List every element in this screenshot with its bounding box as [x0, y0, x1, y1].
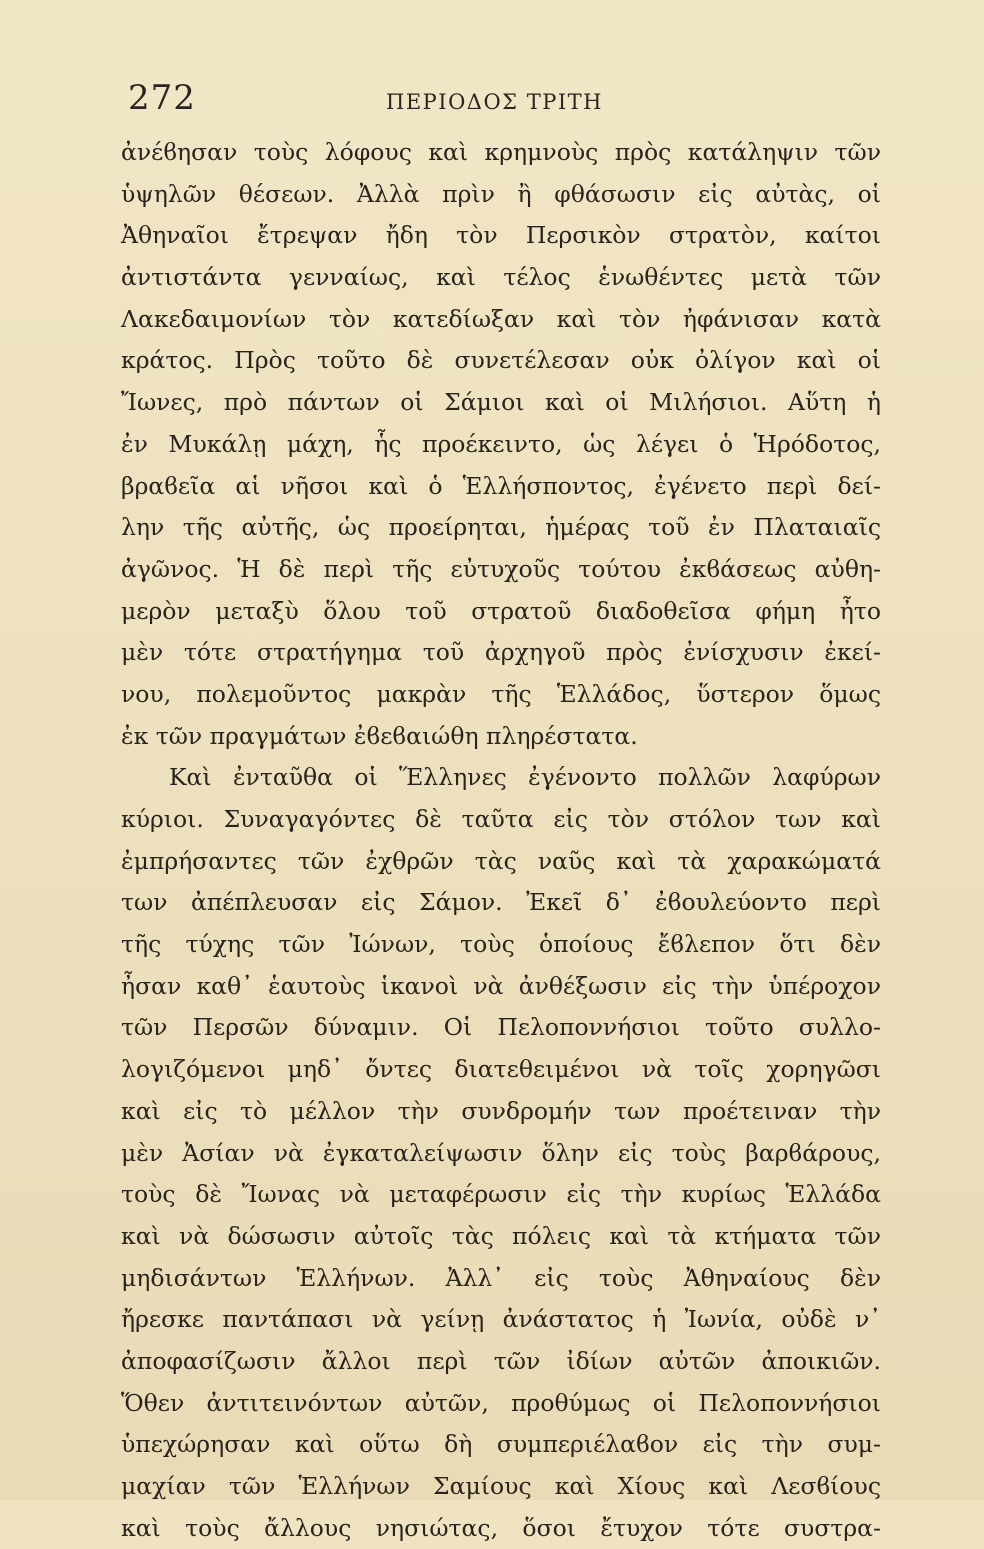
paragraph-first-line: Καὶ ἐνταῦθα οἱ Ἕλληνες ἐγένοντο πολλῶν λαφύρων	[169, 763, 881, 792]
text-line: ἦσαν καθ᾽ ἑαυτοὺς ἱκανοὶ νὰ ἀνθέξωσιν εἰς τὴν ὑπέροχον	[121, 971, 881, 1000]
text-line: μὲν τότε στρατήγημα τοῦ ἀρχηγοῦ πρὸς ἐνίσχυσιν ἐκεί-	[121, 638, 881, 667]
text-line: μερὸν μεταξὺ ὅλου τοῦ στρατοῦ διαδοθεῖσα φήμη ἦτο	[121, 596, 881, 625]
page-header	[128, 78, 880, 122]
text-line: βραϐεῖα αἱ νῆσοι καὶ ὁ Ἑλλήσποντος, ἐγένετο περὶ δεί-	[121, 471, 881, 500]
text-line: κύριοι. Συναγαγόντες δὲ ταῦτα εἰς τὸν στόλον των καὶ	[121, 805, 881, 833]
text-line: κράτος. Πρὸς τοῦτο δὲ συνετέλεσαν οὐκ ὀλίγον καὶ οἱ	[121, 346, 881, 375]
text-line: Ἴωνες, πρὸ πάντων οἱ Σάμιοι καὶ οἱ Μιλήσιοι. Αὕτη ἡ	[121, 388, 881, 417]
text-line: ἐκ τῶν πραγμάτων ἐϐεϐαιώθη πληρέστατα.	[121, 721, 638, 750]
text-line: ἀποφασίζωσιν ἄλλοι περὶ τῶν ἰδίων αὐτῶν ἀποικιῶν.	[121, 1346, 881, 1375]
text-line: Ὅθεν ἀντιτεινόντων αὐτῶν, προθύμως οἱ Πελοποννήσιοι	[121, 1388, 881, 1417]
text-line: λογιζόμενοι μηδ᾽ ὄντες διατεθειμένοι νὰ τοῖς χορηγῶσι	[121, 1055, 881, 1084]
text-line: ἀντιστάντα γενναίως, καὶ τέλος ἑνωθέντες μετὰ τῶν	[121, 263, 881, 292]
text-line: τῆς τύχης τῶν Ἰώνων, τοὺς ὁποίους ἔϐλεπον ὅτι δὲν	[121, 930, 881, 959]
text-line: ἀνέϐησαν τοὺς λόφους καὶ κρημνοὺς πρὸς κατάληψιν τῶν	[121, 138, 881, 166]
text-line: καὶ τοὺς ἄλλους νησιώτας, ὅσοι ἔτυχον τότε συστρα-	[121, 1513, 881, 1542]
text-line: Ἀθηναῖοι ἔτρεψαν ἤδη τὸν Περσικὸν στρατὸν, καίτοι	[121, 221, 881, 250]
text-line: ὑψηλῶν θέσεων. Ἀλλὰ πρὶν ἢ φθάσωσιν εἰς αὐτὰς, οἱ	[121, 179, 881, 208]
running-title: ΠΕΡΙΟΔΟΣ ΤΡΙΤΗ	[386, 90, 603, 114]
text-line: τοὺς δὲ Ἴωνας νὰ μεταφέρωσιν εἰς τὴν κυρίως Ἑλλάδα	[121, 1180, 881, 1209]
text-line: καὶ νὰ δώσωσιν αὐτοῖς τὰς πόλεις καὶ τὰ κτήματα τῶν	[121, 1221, 881, 1250]
text-line: ὑπεχώρησαν καὶ οὕτω δὴ συμπεριέλαϐον εἰς τὴν συμ-	[121, 1430, 881, 1459]
text-line: νου, πολεμοῦντος μακρὰν τῆς Ἑλλάδος, ὕστερον ὅμως	[121, 679, 881, 708]
text-line: ἐν Μυκάλῃ μάχη, ἧς προέκειντο, ὡς λέγει ὁ Ἡρόδοτος,	[121, 429, 881, 458]
text-line: μηδισάντων Ἑλλήνων. Ἀλλ᾽ εἰς τοὺς Ἀθηναίους δὲν	[121, 1263, 881, 1292]
text-line: ἀγῶνος. Ἡ δὲ περὶ τῆς εὐτυχοῦς τούτου ἐκϐάσεως αὐθη-	[121, 554, 881, 583]
text-line: τῶν Περσῶν δύναμιν. Οἱ Πελοποννήσιοι τοῦτο συλλο-	[121, 1013, 881, 1042]
text-line: λην τῆς αὐτῆς, ὡς προείρηται, ἡμέρας τοῦ ἐν Πλαταιαῖς	[121, 513, 881, 542]
page-number: 272	[128, 78, 196, 118]
text-line: μαχίαν τῶν Ἑλλήνων Σαμίους καὶ Χίους καὶ Λεσϐίους	[121, 1472, 881, 1500]
text-line: Λακεδαιμονίων τὸν κατεδίωξαν καὶ τὸν ἠφάνισαν κατὰ	[121, 304, 881, 333]
text-line: μὲν Ἀσίαν νὰ ἐγκαταλείψωσιν ὅλην εἰς τοὺς βαρϐάρους,	[121, 1138, 881, 1167]
body-text	[121, 132, 881, 1549]
text-line: των ἀπέπλευσαν εἰς Σάμον. Ἐκεῖ δ᾽ ἐϐουλεύοντο περὶ	[121, 888, 881, 917]
text-line: ἤρεσκε παντάπασι νὰ γείνῃ ἀνάστατος ἡ Ἰωνία, οὐδὲ ν᾽	[121, 1305, 881, 1334]
text-line: καὶ εἰς τὸ μέλλον τὴν συνδρομήν των προέτειναν τὴν	[121, 1096, 881, 1125]
text-line: ἐμπρήσαντες τῶν ἐχθρῶν τὰς ναῦς καὶ τὰ χαρακώματά	[121, 846, 881, 875]
